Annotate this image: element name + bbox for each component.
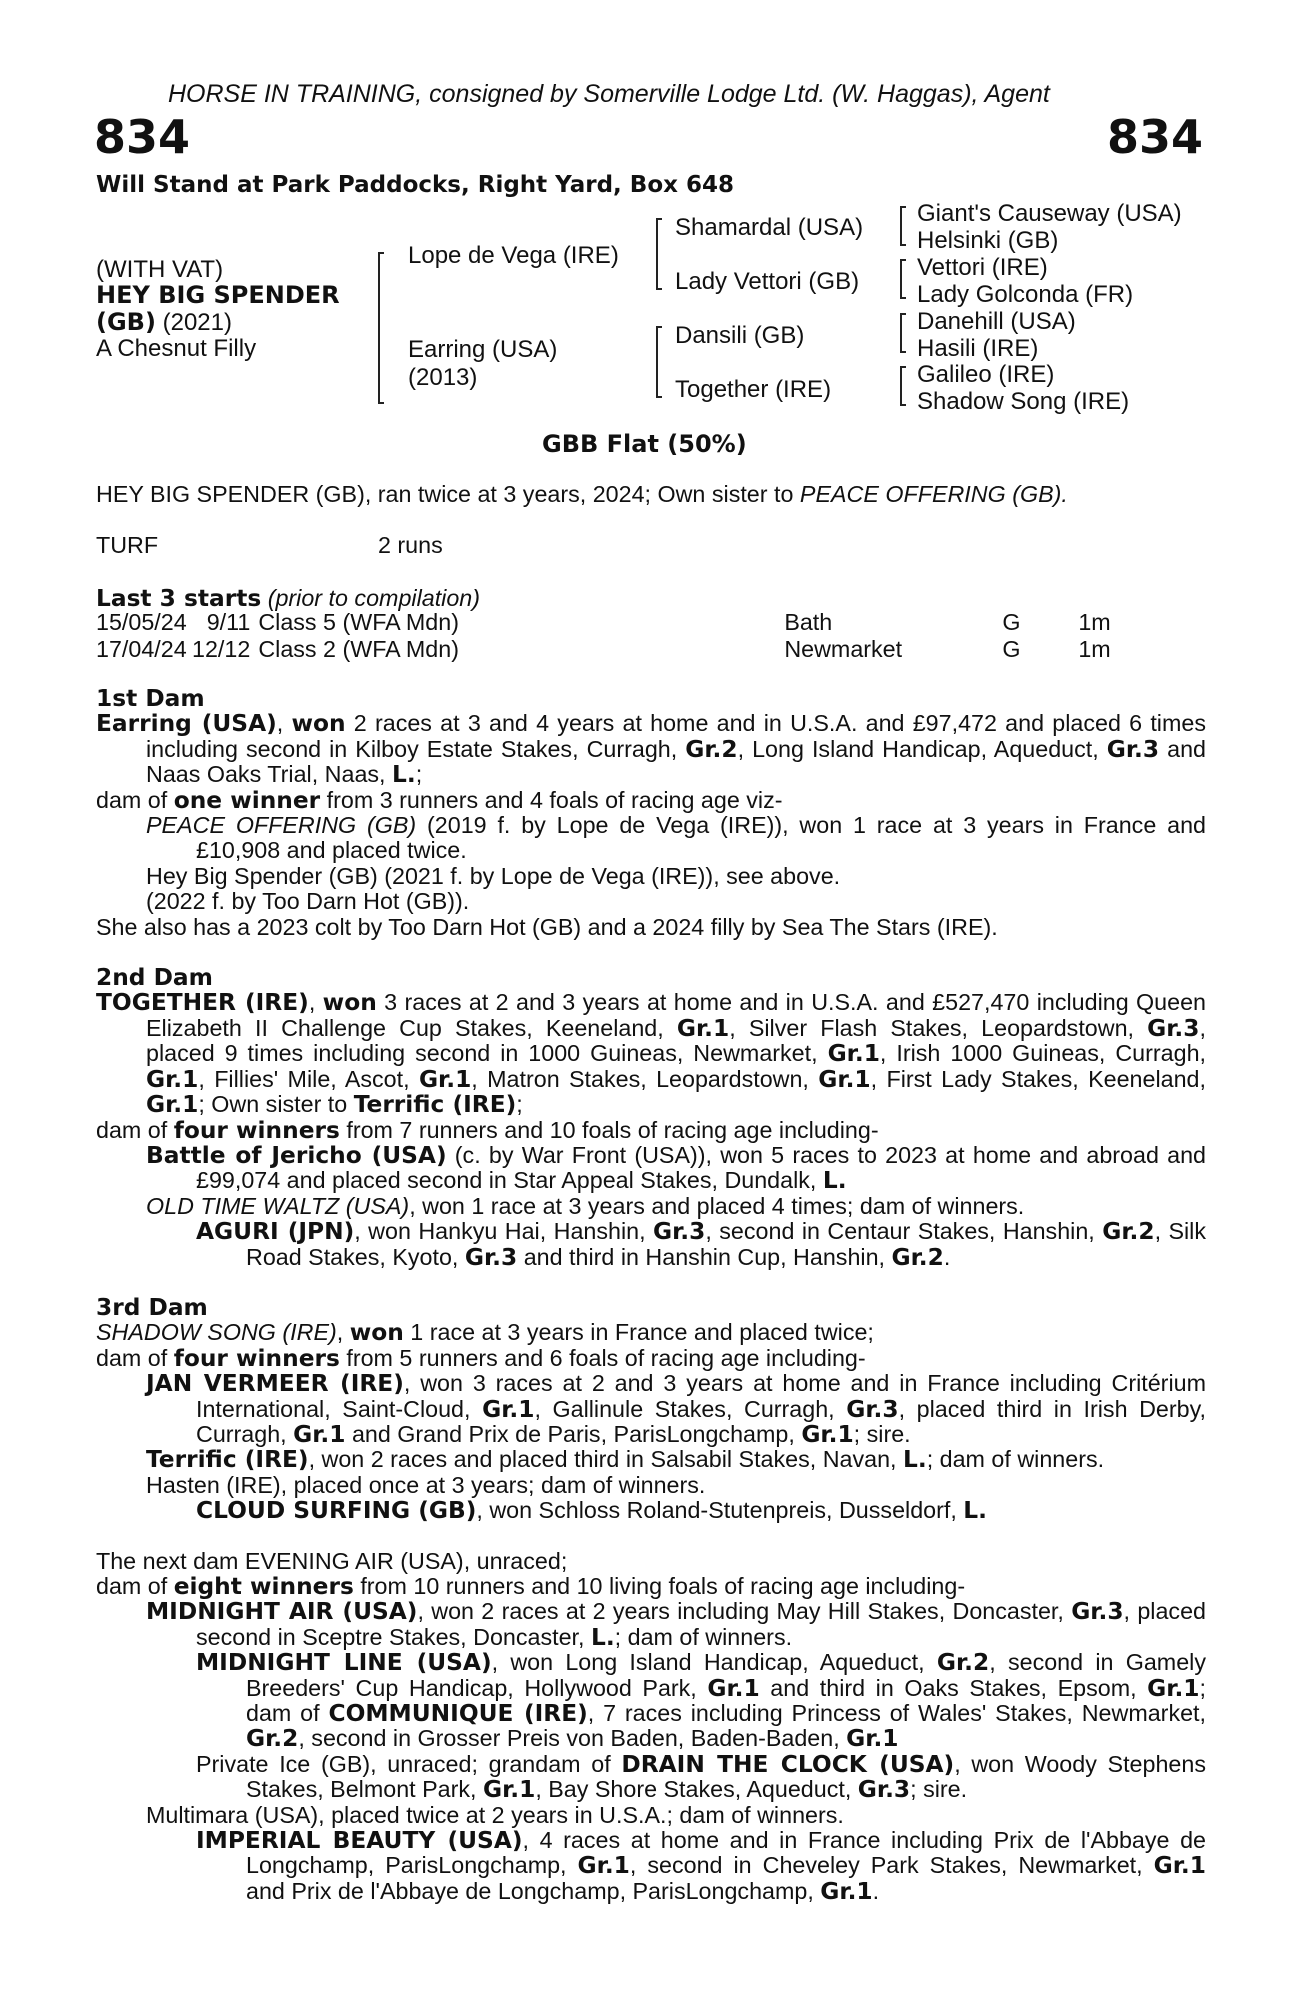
summary-sister: PEACE OFFERING (GB). — [799, 481, 1068, 507]
text-run: , won Hankyu Hai, Hanshin, — [354, 1218, 654, 1245]
text-run: Gr.1 — [1147, 1674, 1200, 1702]
brace-gp-3 — [900, 313, 902, 353]
text-run: and Grand Prix de Paris, ParisLongchamp, — [345, 1420, 802, 1447]
lot-number-left: 834 — [94, 110, 191, 164]
text-run: dam of — [96, 1344, 174, 1371]
dam-dam-dam: Shadow Song (IRE) — [917, 388, 1130, 415]
horse-name: HEY BIG SPENDER — [96, 281, 340, 309]
text-run: , won 2 races at 2 years including May Hill Stakes, Doncaster, — [417, 1598, 1072, 1625]
text-run: DRAIN THE CLOCK (USA) — [621, 1750, 955, 1778]
text-run: Gr.2 — [685, 735, 738, 763]
text-run: Gr.1 — [820, 1877, 873, 1905]
sire: Lope de Vega (IRE) — [408, 242, 619, 269]
third-dam-p1 — [96, 1320, 1206, 1345]
second-dam-p3 — [96, 1143, 1206, 1194]
brace-sire-dam — [378, 252, 380, 404]
summary-line — [96, 482, 1206, 507]
brace-gp-2 — [900, 259, 902, 299]
text-run: CLOUD SURFING (GB) — [196, 1497, 477, 1525]
dam-sire: Dansili (GB) — [675, 322, 805, 349]
consignment-line: HORSE IN TRAINING, consigned by Somerville Lodge Ltd. (W. Haggas), Agent — [168, 80, 1050, 108]
text-run: ; dam of winners. — [614, 1623, 793, 1650]
text-run: , second in Centaur Stakes, Hanshin, — [705, 1218, 1103, 1245]
text-run: Gr.1 — [676, 1014, 730, 1042]
text-run: , won Long Island Handicap, Aqueduct, — [491, 1649, 937, 1676]
text-run: , second in Gamely Breeders' Cup Handicap, Hollywood Park, — [246, 1649, 1206, 1701]
start-course: Newmarket — [784, 636, 903, 662]
text-run: Gr.2 — [936, 1649, 990, 1677]
last-starts-heading — [96, 585, 480, 612]
text-run: Gr.2 — [1102, 1218, 1155, 1246]
text-run: Gr.2 — [246, 1725, 299, 1753]
text-run: , Silver Flash Stakes, Leopardstown, — [729, 1014, 1148, 1041]
text-run: , — [276, 710, 292, 737]
next-dam-p1 — [96, 1549, 1206, 1574]
text-run: Gr.1 — [577, 1852, 630, 1880]
last-starts-title: Last 3 starts — [96, 585, 262, 612]
text-run: ; Own sister to — [198, 1091, 354, 1118]
text-run: , Irish 1000 Guineas, Curragh, — [879, 1040, 1206, 1067]
text-run: ; — [516, 1091, 523, 1118]
text-run: dam of — [96, 786, 174, 813]
vat-note: (WITH VAT) — [96, 256, 224, 283]
text-run: Gr.2 — [891, 1243, 944, 1271]
second-dam-p2 — [96, 1118, 1206, 1143]
text-run: . — [943, 1243, 951, 1270]
next-dam-p2 — [96, 1574, 1206, 1599]
text-run: AGURI (JPN) — [196, 1218, 355, 1246]
text-run: , Long Island Handicap, Aqueduct, — [737, 735, 1107, 762]
start-row — [96, 609, 1138, 636]
text-run: 1 race at 3 years in France and placed twice; — [403, 1319, 874, 1346]
summary-text: HEY BIG SPENDER (GB), ran twice at 3 years, 2024; Own sister to — [96, 481, 800, 507]
brace-dam-parents — [656, 326, 658, 398]
first-dam-p6 — [96, 915, 1206, 940]
dam-dam-sire: Galileo (IRE) — [917, 361, 1055, 388]
text-run: L. — [392, 761, 416, 789]
race-summary — [96, 482, 1206, 507]
text-run: Gr.3 — [1147, 1014, 1200, 1042]
next-dam-p3 — [96, 1599, 1206, 1650]
text-run: , placed 9 times including second in 1000 Guineas, Newmarket, — [146, 1014, 1206, 1067]
dam-sire-dam: Hasili (IRE) — [917, 335, 1039, 362]
text-run: , won 2 races and placed third in Salsabil Stakes, Navan, — [308, 1446, 903, 1473]
text-run: 3 races at 2 and 3 years at home and in U.S.A. and £527,470 including Queen Elizabeth II Challenge Cup Stakes, Keeneland, — [146, 989, 1206, 1041]
turf-label: TURF — [96, 532, 159, 558]
start-row — [96, 636, 1138, 663]
text-run: won — [322, 989, 377, 1017]
text-run: JAN VERMEER (IRE) — [146, 1370, 404, 1398]
text-run: Terrific (IRE) — [353, 1091, 517, 1119]
start-date: 17/04/24 — [96, 636, 187, 662]
first-dam-p2 — [96, 788, 1206, 813]
text-run: Gr.1 — [801, 1420, 854, 1448]
text-run: L. — [902, 1446, 927, 1474]
text-run: Earring (USA) — [96, 710, 277, 738]
start-race: Class 5 (WFA Mdn) — [258, 609, 459, 635]
text-run: Private Ice (GB), unraced; grandam of — [196, 1750, 622, 1777]
start-going: G — [1002, 609, 1021, 635]
text-run: Gr.1 — [818, 1065, 871, 1093]
text-run: IMPERIAL BEAUTY (USA) — [196, 1827, 523, 1855]
brace-gp-4 — [900, 366, 902, 406]
text-run: (2022 f. by Too Darn Hot (GB)). — [146, 888, 470, 915]
text-run: ; dam of — [246, 1674, 1206, 1727]
horse-description: A Chesnut Filly — [96, 335, 257, 362]
text-run: ; sire. — [853, 1420, 911, 1447]
first-dam-p3 — [96, 813, 1206, 864]
next-dam-p4 — [96, 1650, 1206, 1752]
text-run: , Gallinule Stakes, Curragh, — [534, 1395, 847, 1422]
text-run: ; — [415, 761, 423, 788]
stand-location: Will Stand at Park Paddocks, Right Yard, Box 648 — [96, 172, 734, 198]
text-run: , placed third in Irish Derby, Curragh, — [196, 1395, 1206, 1447]
sire-dam: Lady Vettori (GB) — [675, 268, 860, 295]
text-run: Gr.1 — [827, 1040, 880, 1068]
brace-gp-1 — [900, 206, 902, 246]
start-going: G — [1002, 636, 1021, 662]
dam: Earring (USA) — [408, 336, 558, 363]
text-run: , Silk Road Stakes, Kyoto, — [246, 1218, 1207, 1270]
text-run: ; sire. — [910, 1776, 968, 1803]
third-dam-p4 — [96, 1447, 1206, 1472]
lot-number-right: 834 — [1106, 110, 1203, 164]
text-run: Gr.3 — [1106, 735, 1160, 763]
third-dam-p5 — [96, 1473, 1206, 1498]
start-dist: 1m — [1078, 609, 1111, 635]
text-run: L. — [963, 1497, 987, 1525]
text-run: , second in Cheveley Park Stakes, Newmarket, — [629, 1852, 1154, 1879]
text-run: Gr.1 — [707, 1674, 760, 1702]
first-dam-p4 — [96, 864, 1206, 889]
text-run: from 3 runners and 4 foals of racing age viz- — [320, 786, 783, 813]
sire-sire-dam: Helsinki (GB) — [917, 227, 1059, 254]
third-dam-p3 — [96, 1371, 1206, 1447]
start-pos: 12/12 — [192, 636, 251, 662]
start-pos: 9/11 — [206, 609, 251, 635]
text-run: , won Woody Stephens Stakes, Belmont Park, — [246, 1750, 1206, 1803]
text-run: , First Lady Stakes, Keeneland, — [870, 1065, 1206, 1092]
next-dam-p5 — [96, 1752, 1206, 1803]
text-run: , won 3 races at 2 and 3 years at home and in France including Critérium International, Saint-Cloud, — [196, 1370, 1206, 1422]
second-dam-p1 — [96, 990, 1206, 1117]
pedigree-notes — [96, 686, 1206, 1904]
text-run: , second in Grosser Preis von Baden, Baden-Baden, — [298, 1725, 847, 1752]
horse-origin: (GB) — [96, 308, 156, 336]
first-dam-heading: 1st Dam — [96, 685, 205, 712]
start-date: 15/05/24 — [96, 609, 187, 635]
text-run: , Fillies' Mile, Ascot, — [198, 1065, 419, 1092]
text-run: TOGETHER (IRE) — [96, 989, 309, 1017]
text-run: Hey Big Spender (GB) (2021 f. by Lope de Vega (IRE)), see above. — [146, 862, 841, 889]
horse-year: (2021) — [155, 309, 232, 336]
text-run: , 7 races including Princess of Wales' Stakes, Newmarket, — [587, 1700, 1206, 1727]
second-dam-heading: 2nd Dam — [96, 964, 213, 992]
text-run: and third in Oaks Stakes, Epsom, — [759, 1674, 1148, 1701]
text-run: , Bay Shore Stakes, Aqueduct, — [535, 1776, 858, 1803]
text-run: , Matron Stakes, Leopardstown, — [471, 1065, 819, 1092]
second-dam-p5 — [96, 1219, 1206, 1270]
sire-sire: Shamardal (USA) — [675, 214, 864, 241]
text-run: four winners — [173, 1344, 340, 1372]
sire-sire-sire: Giant's Causeway (USA) — [917, 200, 1182, 227]
text-run: Gr.1 — [482, 1395, 535, 1423]
text-run: MIDNIGHT LINE (USA) — [196, 1649, 492, 1677]
turf-runs: 2 runs — [378, 532, 443, 558]
text-run: (2019 f. by Lope de Vega (IRE)), won 1 race at 3 years in France and £10,908 and placed twice. — [196, 812, 1206, 864]
text-run: SHADOW SONG (IRE) — [96, 1319, 337, 1346]
text-run: from 5 runners and 6 foals of racing age including- — [339, 1344, 866, 1371]
text-run: Gr.1 — [146, 1065, 199, 1093]
text-run: Terrific (IRE) — [146, 1446, 309, 1474]
text-run: , — [336, 1319, 350, 1346]
text-run: L. — [590, 1623, 615, 1651]
text-run: L. — [822, 1167, 847, 1195]
text-run: , — [308, 989, 323, 1016]
text-run: The next dam EVENING AIR (USA), unraced; — [96, 1547, 568, 1574]
text-run: Gr.1 — [482, 1776, 536, 1804]
text-run: Gr.1 — [293, 1420, 346, 1448]
text-run: 2 races at 3 and 4 years at home and in U.S.A. and £97,472 and placed 6 times including second in Kilboy Estate Stakes, Curragh, — [146, 710, 1206, 762]
text-run: and third in Hanshin Cup, Hanshin, — [517, 1243, 892, 1270]
third-dam-heading: 3rd Dam — [96, 1293, 208, 1321]
third-dam-p2 — [96, 1346, 1206, 1371]
text-run: , 4 races at home and in France including Prix de l'Abbaye de Longchamp, ParisLongchamp, — [246, 1827, 1207, 1879]
text-run: OLD TIME WALTZ (USA) — [146, 1192, 410, 1219]
sire-dam-sire: Vettori (IRE) — [917, 254, 1048, 281]
start-race: Class 2 (WFA Mdn) — [258, 636, 459, 662]
text-run: Gr.3 — [653, 1218, 706, 1246]
text-run: , won Schloss Roland-Stutenpreis, Dusseldorf, — [476, 1497, 964, 1524]
text-run: from 10 runners and 10 living foals of racing age including- — [353, 1573, 966, 1599]
text-run: (c. by War Front (USA)), won 5 races to 2023 at home and abroad and £99,074 and placed second in Star Appeal Stakes, Dundalk, — [196, 1141, 1207, 1194]
text-run: PEACE OFFERING (GB) — [146, 812, 417, 839]
text-run: won — [291, 710, 346, 738]
text-run: dam of — [96, 1573, 174, 1599]
text-run: Gr.3 — [846, 1395, 899, 1423]
last-starts-table — [96, 609, 1138, 663]
text-run: Hasten (IRE), placed once at 3 years; dam of winners. — [146, 1471, 706, 1498]
text-run: one winner — [173, 786, 321, 814]
next-dam-p6 — [96, 1803, 1206, 1828]
text-run: Gr.3 — [464, 1243, 518, 1271]
start-course: Bath — [784, 609, 833, 635]
text-run: dam of — [96, 1116, 174, 1143]
text-run: MIDNIGHT AIR (USA) — [146, 1598, 418, 1626]
text-run: , placed second in Sceptre Stakes, Doncaster, — [196, 1598, 1206, 1650]
text-run: , won 1 race at 3 years and placed 4 times; dam of winners. — [409, 1192, 1025, 1219]
text-run: Gr.3 — [857, 1776, 911, 1804]
text-run: Gr.1 — [1153, 1852, 1206, 1880]
first-dam-p5 — [96, 889, 1206, 914]
horse-origin-year — [96, 308, 232, 337]
text-run: She also has a 2023 colt by Too Darn Hot (GB) and a 2024 filly by Sea The Stars (IRE). — [96, 913, 998, 940]
dam-year: (2013) — [408, 364, 478, 391]
sire-dam-dam: Lady Golconda (FR) — [917, 281, 1134, 308]
first-dam-p1 — [96, 711, 1206, 787]
text-run: ; dam of winners. — [926, 1446, 1105, 1473]
second-dam-p4 — [96, 1194, 1206, 1219]
brace-sire-parents — [656, 218, 658, 290]
text-run: eight winners — [173, 1573, 354, 1600]
text-run: and Prix de l'Abbaye de Longchamp, ParisLongchamp, — [246, 1877, 821, 1904]
text-run: Battle of Jericho (USA) — [146, 1141, 447, 1169]
text-run: Gr.1 — [418, 1065, 472, 1093]
text-run: from 7 runners and 10 foals of racing age including- — [339, 1116, 879, 1143]
text-run: four winners — [173, 1116, 340, 1144]
text-run: Gr.1 — [846, 1725, 899, 1753]
gbb-rating: GBB Flat (50%) — [542, 430, 747, 458]
start-dist: 1m — [1078, 636, 1111, 662]
dam-dam: Together (IRE) — [675, 376, 832, 403]
text-run: . — [872, 1877, 880, 1904]
dam-sire-sire: Danehill (USA) — [917, 308, 1076, 335]
text-run: and Naas Oaks Trial, Naas, — [146, 735, 1206, 788]
text-run: Gr.3 — [1071, 1598, 1124, 1626]
text-run: Gr.1 — [146, 1091, 199, 1119]
third-dam-p6 — [96, 1498, 1206, 1523]
text-run: won — [349, 1319, 404, 1347]
last-starts-subtitle: (prior to compilation) — [261, 585, 481, 611]
next-dam-p7 — [96, 1828, 1206, 1904]
text-run: COMMUNIQUE (IRE) — [328, 1700, 588, 1728]
text-run: Multimara (USA), placed twice at 2 years in U.S.A.; dam of winners. — [146, 1801, 844, 1828]
